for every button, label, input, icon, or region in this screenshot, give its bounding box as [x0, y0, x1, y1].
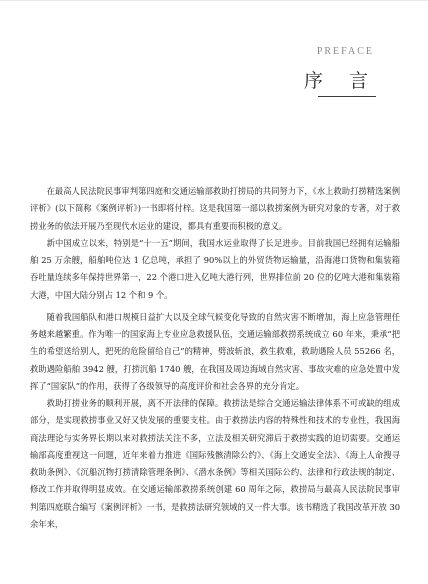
paragraph-1: 在最高人民法院民事审判第四庭和交通运输部救助打捞局的共同努力下，《水上救助打捞精选案例评析》(以下简称《案例评析》)一书即将付梓。这是我国第一部以救捞案例为研究对象的专著，对于救捞业务的依法开展乃至现代水运业的建设，都具有重要而积极的意义。 — [30, 186, 400, 231]
heading-divider — [318, 96, 376, 97]
paragraph-4: 救助打捞业务的顺利开展，离不开法律的保障。救捞法是综合交通运输法律体系不可或缺的组成部分，是实现救捞事业又好又快发展的重要支柱。由于救捞法内容的特殊性和技术的专业性，我国海商法理论与实务界长期以来对救捞法关注不多，立法及相关研究滞后于救捞实践的迫切需要。交通运输部高度重视这一问题，近年来着力推进《国际残骸清除公约》、《海上交通安全法》、《海上人命搜寻救助条例》、《沉船沉物打捞清除管理条例》、《潜水条例》等相关国际公约、法律和行政法规的制定、修改工作并取得明显成效。在交通运输部救捞系统创建 60 周年之际，救捞局与最高人民法院民事审判第四庭联合编写《案例评析》一书，是救捞法研究领域的又一件大事。该书精选了我国改革开放 30 余年来， — [30, 398, 400, 529]
paragraph-3: 随着我国船队和港口规模日益扩大以及全球气候变化导致的自然灾害不断增加，海上应急管理任务越来越繁重。作为唯一的国家海上专业应急救援队伍，交通运输部救捞系统成立 60 年来，秉承“把生的希望送给别人，把死的危险留给自己”的精神，劈波斩浪，救生救难，救助遇险人员 55266 名，救助遇险船舶 3942 艘，打捞沉船 1740 艘，在我国及周边海域自然灾害、事故灾难的应急处置中发挥了“国家队”的作用，获得了各级领导的高度评价和社会各界的充分肯定。 — [30, 311, 400, 391]
paragraph-2: 新中国成立以来，特别是“十一五”期间，我国水运业取得了长足进步。目前我国已经拥有运输船舶 25 万余艘，船舶吨位达 1 亿总吨，承担了 90%以上的外贸货物运输量，沿海港口货物和集装箱吞吐量连续多年保持世界第一，22 个港口进入亿吨大港行列，世界排位前 20 位的亿吨大港和集装箱大港，中国大陆分别占 12 个和 9 个。 — [30, 237, 400, 300]
preface-title-english: PREFACE — [316, 46, 374, 57]
preface-body — [30, 183, 400, 533]
top-edge-line — [0, 0, 428, 1]
preface-title-chinese: 序 言 — [303, 70, 378, 92]
